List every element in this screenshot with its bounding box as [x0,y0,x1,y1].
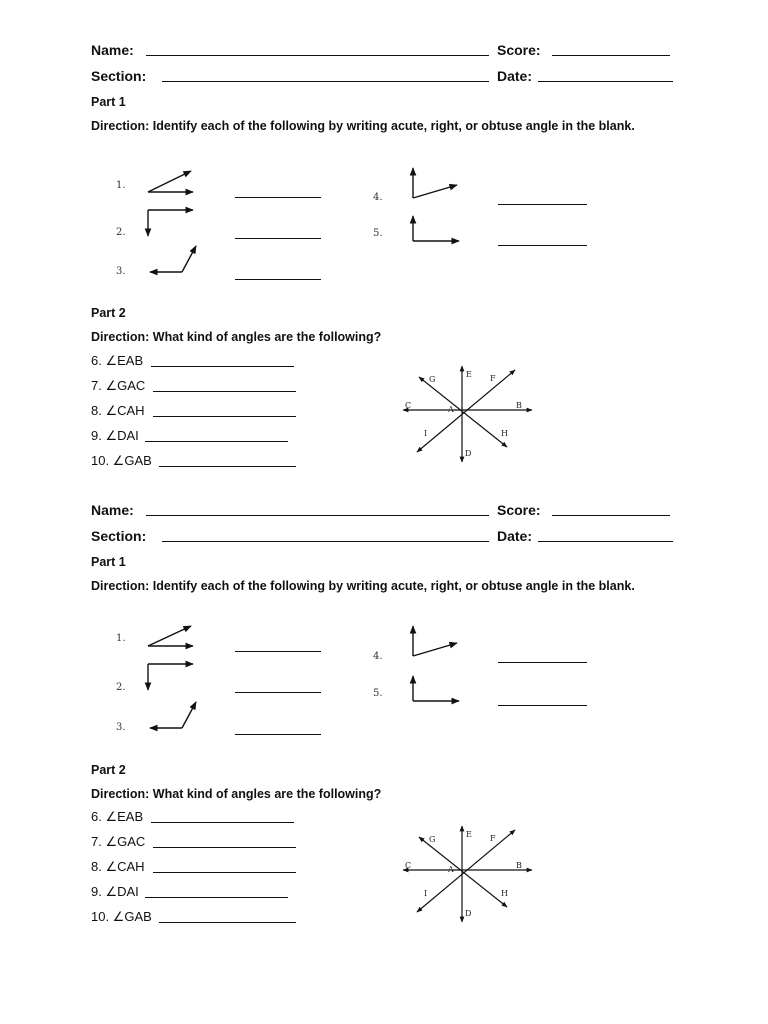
part-1-heading: Part 1 [91,555,126,569]
item-number: 5. [373,688,383,699]
point-label-c: C [405,861,412,870]
angle-figure-4 [413,168,457,198]
part-2-direction: Direction: What kind of angles are the following? [91,787,382,801]
answer-blank-6[interactable] [151,822,294,823]
angle-figure-5 [413,216,459,241]
part-1-direction: Direction: Identify each of the following by writing acute, right, or obtuse angle in the blank. [91,579,635,593]
question-6: 6. ∠EAB [91,809,144,824]
answer-blank-7[interactable] [153,391,296,392]
question-6: 6. ∠EAB [91,353,144,368]
angles-diagram [395,360,540,465]
answer-blank-5[interactable] [498,245,587,246]
answer-blank-3[interactable] [235,734,321,735]
score-label: Score: [497,42,541,58]
question-8: 8. ∠CAH [91,859,145,874]
point-label-a: A [448,405,454,414]
point-label-b: B [516,861,522,870]
item-number: 4. [373,651,383,662]
item-number: 2. [116,682,126,693]
name-label: Name: [91,502,134,518]
part-2-heading: Part 2 [91,306,126,320]
answer-blank-1[interactable] [235,651,321,652]
point-label-h: H [501,889,508,898]
point-label-i: I [424,429,428,438]
point-label-b: B [516,401,522,410]
answer-blank-5[interactable] [498,705,587,706]
item-number: 4. [373,192,383,203]
angle-figure-2 [148,664,193,690]
question-10: 10. ∠GAB [91,909,152,924]
point-label-a: A [448,865,454,874]
angle-figure-3 [150,246,196,272]
point-label-d: D [465,449,472,458]
angle-figure-1 [148,626,193,646]
answer-blank-2[interactable] [235,692,321,693]
angle-figure-5 [413,676,459,701]
worksheet-copy-2 [0,460,768,924]
point-label-d: D [465,909,472,918]
question-7: 7. ∠GAC [91,834,146,849]
point-label-f: F [490,374,496,383]
item-number: 2. [116,227,126,238]
item-number: 1. [116,633,126,644]
score-label: Score: [497,502,541,518]
point-label-i: I [424,889,428,898]
answer-blank-8[interactable] [153,872,296,873]
question-7: 7. ∠GAC [91,378,146,393]
angle-figure-2 [148,210,193,236]
item-number: 5. [373,228,383,239]
part-1-heading: Part 1 [91,95,126,109]
answer-blank-7[interactable] [153,847,296,848]
item-number: 1. [116,180,126,191]
answer-blank-9[interactable] [145,897,288,898]
answer-blank-8[interactable] [153,416,296,417]
answer-blank-10[interactable] [159,922,296,923]
part-1-angle-figures [0,0,768,300]
point-label-g: G [429,375,436,384]
date-label: Date: [497,528,533,544]
point-label-h: H [501,429,508,438]
point-label-f: F [490,834,496,843]
answer-blank-4[interactable] [498,662,587,663]
question-9: 9. ∠DAI [91,884,139,899]
answer-blank-4[interactable] [498,204,587,205]
item-number: 3. [116,266,126,277]
part-1-angle-figures [0,460,768,760]
worksheet-copy-1 [0,0,768,468]
angles-diagram [395,820,540,925]
date-label: Date: [497,68,533,84]
point-label-c: C [405,401,412,410]
question-10: 10. ∠GAB [91,453,152,468]
part-2-heading: Part 2 [91,763,126,777]
point-label-e: E [466,370,472,379]
section-label: Section: [91,68,147,84]
angle-figure-1 [148,171,193,192]
answer-blank-3[interactable] [235,279,321,280]
answer-blank-2[interactable] [235,238,321,239]
point-label-g: G [429,835,436,844]
answer-blank-9[interactable] [145,441,288,442]
part-1-direction: Direction: Identify each of the following by writing acute, right, or obtuse angle in the blank. [91,119,635,133]
question-8: 8. ∠CAH [91,403,145,418]
name-label: Name: [91,42,134,58]
answer-blank-1[interactable] [235,197,321,198]
angle-figure-4 [413,626,457,656]
angle-figure-3 [150,702,196,728]
item-number: 3. [116,722,126,733]
point-label-e: E [466,830,472,839]
answer-blank-6[interactable] [151,366,294,367]
section-label: Section: [91,528,147,544]
question-9: 9. ∠DAI [91,428,139,443]
part-2-direction: Direction: What kind of angles are the following? [91,330,382,344]
